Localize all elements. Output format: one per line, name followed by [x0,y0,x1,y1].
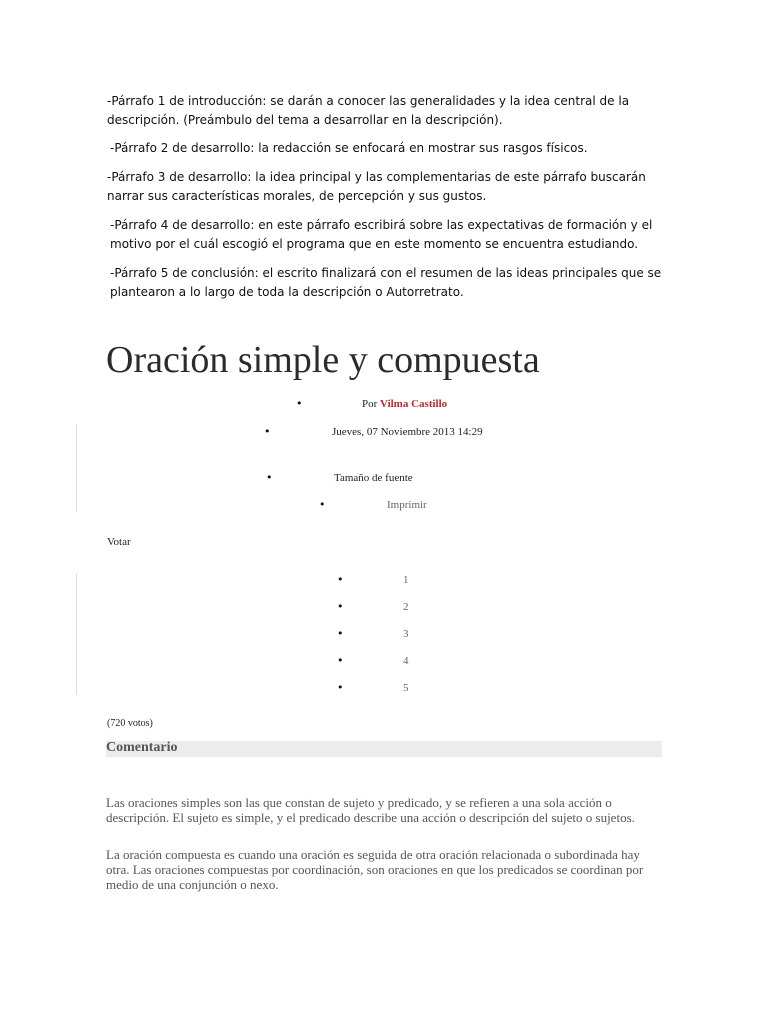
vote-option-3[interactable]: 3 [403,628,409,640]
comment-header [106,741,662,757]
vote-option-2[interactable]: 2 [403,601,409,613]
paragraph-2: -Párrafo 2 de desarrollo: la redacción se enfocará en mostrar sus rasgos físicos. [110,141,588,155]
paragraph-1: -Párrafo 1 de introducción: se darán a conocer las generalidades y la idea central de la descripción. (Preámbulo del tema a desarrollar en la descripción). [107,94,630,127]
vote-label: Votar [107,536,131,548]
bullet-icon: • [337,573,344,586]
bullet-icon: • [337,654,344,667]
bullet-icon: • [264,425,271,438]
votes-count: (720 votos) [107,718,153,729]
vote-option-1[interactable]: 1 [403,574,409,586]
comment-heading: Comentario [106,740,178,755]
comment-body-1: Las oraciones simples son las que constan de sujeto y predicado, y se refieren a una sola acción o descripción. El sujeto es simple, y el predicado describe una acción o descripción del sujeto o sujetos. [106,795,635,825]
article-title: Oración simple y compuesta [106,339,540,381]
divider [76,573,77,695]
bullet-icon: • [319,498,326,511]
comment-body-2: La oración compuesta es cuando una oración es seguida de otra oración relacionada o subordinada hay otra. Las oraciones compuestas por coordinación, son oraciones en que los predicados se coordinan por medio de una conjunción o nexo. [106,847,644,892]
author-line [362,398,447,410]
print-link[interactable]: Imprimir [387,499,427,511]
vote-option-4[interactable]: 4 [403,655,409,667]
article-date: Jueves, 07 Noviembre 2013 14:29 [332,426,483,438]
divider [76,424,77,512]
bullet-icon: • [296,397,303,410]
paragraph-4: -Párrafo 4 de desarrollo: en este párrafo escribirá sobre las expectativas de formación y el motivo por el cuál escogió el programa que en este momento se encuentra estudiando. [110,218,653,251]
bullet-icon: • [337,600,344,613]
bullet-icon: • [266,471,273,484]
bullet-icon: • [337,627,344,640]
author-link[interactable]: Vilma Castillo [380,398,448,410]
font-size-control[interactable]: Tamaño de fuente [334,472,413,484]
bullet-icon: • [337,681,344,694]
by-label: Por [362,398,378,410]
paragraph-5: -Párrafo 5 de conclusión: el escrito finalizará con el resumen de las ideas principales que se plantearon a lo largo de toda la descripción o Autorretrato. [110,266,662,299]
paragraph-3: -Párrafo 3 de desarrollo: la idea principal y las complementarias de este párrafo buscarán narrar sus características morales, de percepción y sus gustos. [107,170,646,203]
vote-option-5[interactable]: 5 [403,682,409,694]
